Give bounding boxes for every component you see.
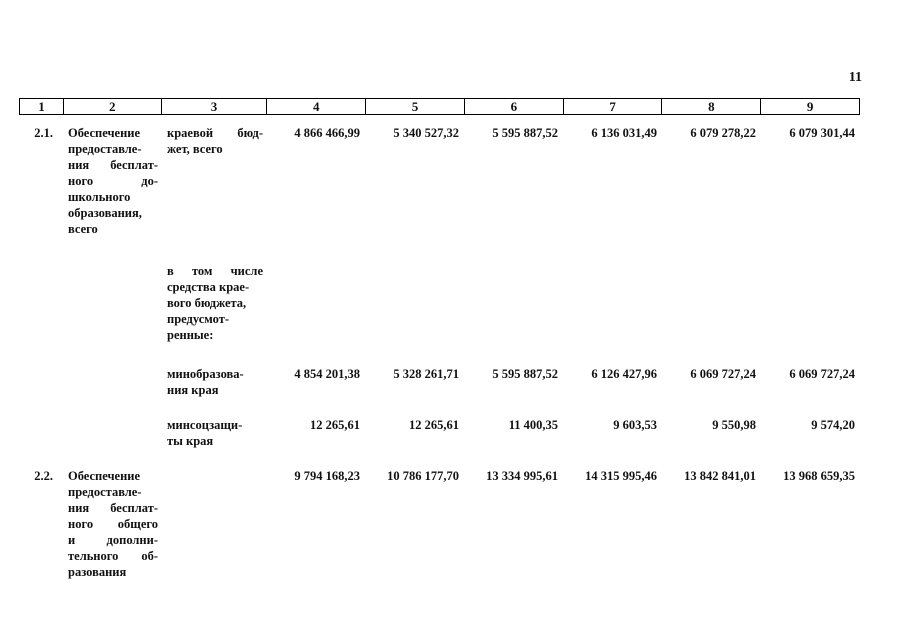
funding-source-line: вого бюджета, [167, 296, 247, 310]
funding-source-line: ния края [167, 383, 219, 397]
funding-source-line: минсоцзащи- [167, 418, 243, 432]
value-col-9: 9 574,20 [811, 418, 855, 432]
value-col-5: 10 786 177,70 [387, 469, 459, 483]
funding-source-line: в том числе [167, 264, 263, 278]
row-name-line: предоставле- [68, 142, 142, 156]
value-col-8: 13 842 841,01 [684, 469, 756, 483]
row-name-line: ния бесплат- [68, 501, 158, 515]
row-funding-source [167, 366, 263, 398]
value-col-9: 13 968 659,35 [783, 469, 855, 483]
value-col-4: 4 854 201,38 [294, 367, 360, 381]
header-col-9: 9 [806, 99, 814, 114]
value-col-5: 5 328 261,71 [393, 367, 459, 381]
header-col-5: 5 [366, 99, 465, 114]
value-col-9: 6 069 727,24 [789, 367, 855, 381]
row-funding-source [167, 417, 263, 449]
row-name-line: тельного об- [68, 549, 158, 563]
row-name-line: ния бесплат- [68, 158, 158, 172]
value-col-8: 6 079 278,22 [690, 126, 756, 140]
row-name-line: всего [68, 222, 98, 236]
value-col-4: 12 265,61 [310, 418, 360, 432]
header-col-6: 6 [465, 99, 564, 114]
funding-source-line: жет, всего [167, 142, 223, 156]
row-number: 2.2. [34, 469, 53, 483]
row-name-line: образования, [68, 206, 142, 220]
value-col-4: 4 866 466,99 [294, 126, 360, 140]
row-name-line: и дополни- [68, 533, 158, 547]
funding-source-line: краевой бюд- [167, 126, 263, 140]
header-col-1: 1 [20, 99, 64, 114]
value-col-7: 6 136 031,49 [591, 126, 657, 140]
table-header [19, 98, 860, 115]
value-col-8: 9 550,98 [712, 418, 756, 432]
value-col-5: 5 340 527,32 [393, 126, 459, 140]
header-col-2: 2 [64, 99, 162, 114]
value-col-6: 13 334 995,61 [486, 469, 558, 483]
row-name-line: школьного [68, 190, 131, 204]
value-col-7: 9 603,53 [613, 418, 657, 432]
row-name-line: ного до- [68, 174, 158, 188]
value-col-9: 6 079 301,44 [789, 126, 855, 140]
value-col-6: 5 595 887,52 [492, 126, 558, 140]
funding-source-line: ты края [167, 434, 214, 448]
row-name-line: ного общего [68, 517, 158, 531]
row-name-line: Обеспечение [68, 126, 141, 140]
page-number: 11 [848, 70, 862, 85]
funding-source-line: минобразова- [167, 367, 244, 381]
row-number: 2.1. [34, 126, 53, 140]
row-name [68, 468, 158, 580]
row-name [68, 125, 158, 237]
header-col-4: 4 [267, 99, 366, 114]
value-col-7: 6 126 427,96 [591, 367, 657, 381]
row-name-line: предоставле- [68, 485, 142, 499]
value-col-4: 9 794 168,23 [294, 469, 360, 483]
header-col-3: 3 [162, 99, 268, 114]
funding-source-line: ренные: [167, 328, 214, 342]
value-col-5: 12 265,61 [409, 418, 459, 432]
value-col-8: 6 069 727,24 [690, 367, 756, 381]
value-col-6: 5 595 887,52 [492, 367, 558, 381]
row-name-line: Обеспечение [68, 469, 141, 483]
value-col-7: 14 315 995,46 [585, 469, 657, 483]
row-funding-source [167, 263, 263, 343]
header-col-7: 7 [564, 99, 663, 114]
row-funding-source [167, 125, 263, 157]
funding-source-line: средства крае- [167, 280, 250, 294]
header-col-8: 8 [662, 99, 761, 114]
funding-source-line: предусмот- [167, 312, 230, 326]
value-col-6: 11 400,35 [508, 418, 558, 432]
row-name-line: разования [68, 565, 127, 579]
